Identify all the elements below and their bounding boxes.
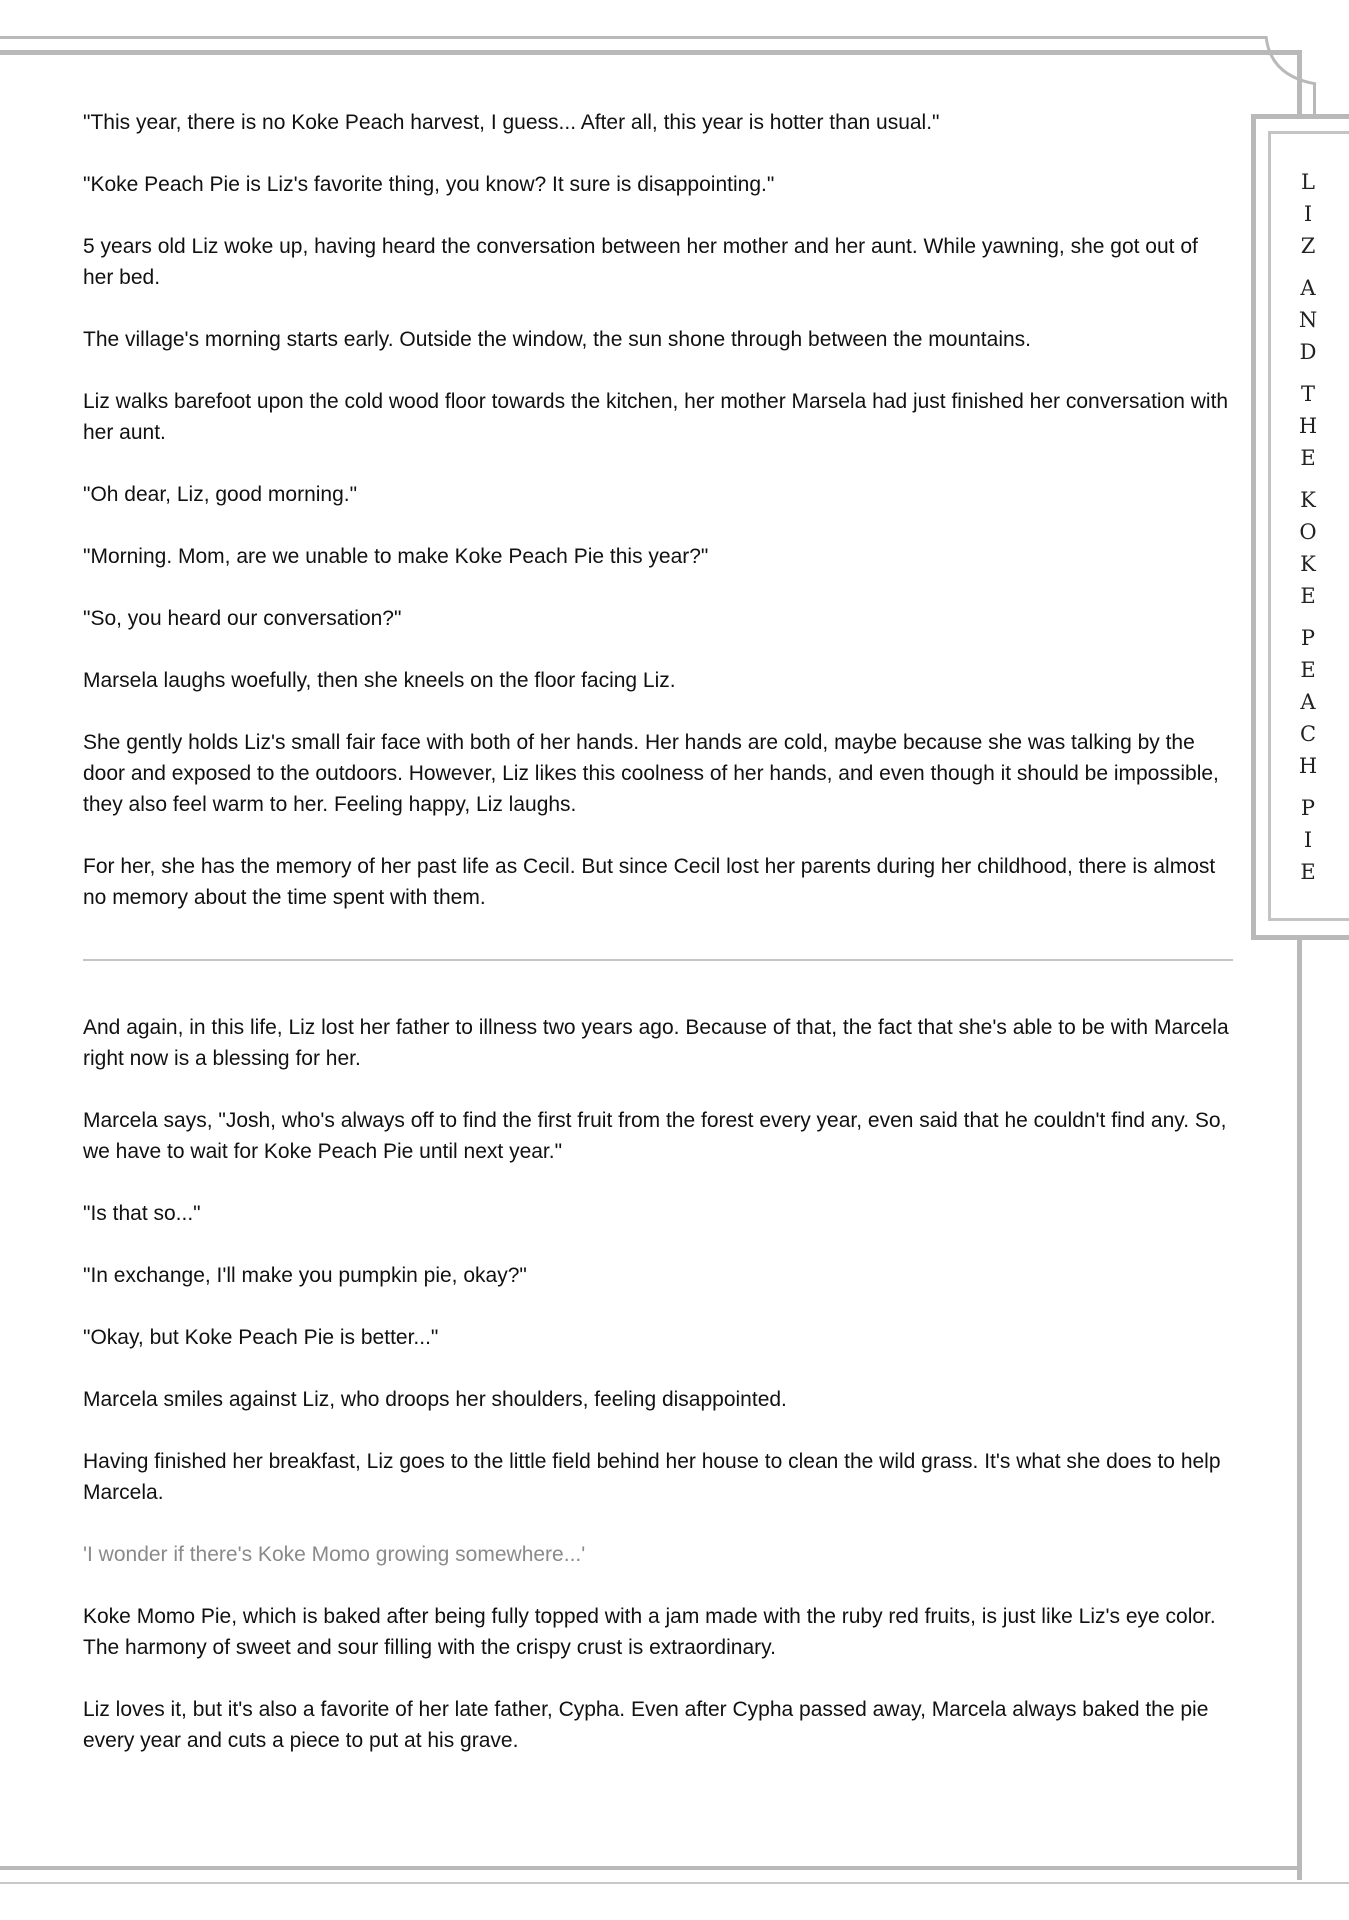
title-letter: E	[1300, 584, 1316, 608]
paragraph: Marcela says, "Josh, who's always off to find the first fruit from the forest every year, even said that he couldn't find any. So, we have to wait for Koke Peach Pie until next year."	[83, 1109, 1227, 1163]
title-letter: E	[1300, 446, 1316, 470]
text-section-2	[83, 1012, 1233, 1787]
title-word	[1268, 272, 1348, 368]
paragraph: For her, she has the memory of her past life as Cecil. But since Cecil lost her parents during her childhood, there is almost no memory about the time spent with them.	[83, 855, 1216, 909]
title-word	[1268, 484, 1348, 612]
title-letter: C	[1299, 722, 1317, 746]
paragraph: The village's morning starts early. Outside the window, the sun shone through between the mountains.	[83, 328, 1031, 351]
title-letter: K	[1300, 488, 1316, 512]
title-letter: P	[1300, 796, 1316, 820]
paragraph: Marsela laughs woefully, then she kneels on the floor facing Liz.	[83, 669, 676, 692]
title-letter: I	[1303, 828, 1313, 852]
paragraph: "Morning. Mom, are we unable to make Koke Peach Pie this year?"	[83, 545, 709, 568]
paragraph: "So, you heard our conversation?"	[83, 607, 402, 630]
paragraph: She gently holds Liz's small fair face with both of her hands. Her hands are cold, maybe because she was talking by the door and exposed to the outdoors. However, Liz likes this coolness of her hands, and even though it should be impossible, they also feel warm to her. Feeling happy, Liz laughs.	[83, 731, 1219, 816]
paragraph: And again, in this life, Liz lost her father to illness two years ago. Because of that, the fact that she's able to be with Marcela right now is a blessing for her.	[83, 1016, 1229, 1070]
frame-bottom-inner	[0, 1882, 1349, 1884]
paragraph: Liz walks barefoot upon the cold wood floor towards the kitchen, her mother Marsela had just finished her conversation with her aunt.	[83, 390, 1229, 444]
paragraph: "Oh dear, Liz, good morning."	[83, 483, 358, 506]
paragraph: 5 years old Liz woke up, having heard the conversation between her mother and her aunt. While yawning, she got out of her bed.	[83, 235, 1198, 289]
paragraph: Liz loves it, but it's also a favorite of her late father, Cypha. Even after Cypha passed away, Marcela always baked the pie every year and cuts a piece to put at his grave.	[83, 1698, 1209, 1752]
text-section-1	[83, 107, 1233, 944]
title-letter: H	[1298, 414, 1318, 438]
title-letter: N	[1298, 308, 1318, 332]
title-letter: H	[1298, 754, 1318, 778]
title-letter: I	[1303, 202, 1313, 226]
paragraph: Having finished her breakfast, Liz goes to the little field behind her house to clean the wild grass. It's what she does to help Marcela.	[83, 1450, 1221, 1504]
title-word	[1268, 166, 1348, 262]
title-letter: T	[1300, 382, 1315, 406]
paragraph: "In exchange, I'll make you pumpkin pie, okay?"	[83, 1264, 527, 1287]
paragraph: "Koke Peach Pie is Liz's favorite thing, you know? It sure is disappointing."	[83, 173, 775, 196]
title-letter: L	[1301, 170, 1315, 194]
frame-corner-curve	[1264, 36, 1320, 88]
title-word	[1268, 378, 1348, 474]
paragraph: "This year, there is no Koke Peach harvest, I guess... After all, this year is hotter than usual."	[83, 111, 940, 134]
frame-top-inner	[0, 50, 1300, 55]
paragraph: "Is that so..."	[83, 1202, 201, 1225]
title-letter: D	[1299, 340, 1317, 364]
title-letter: A	[1300, 690, 1316, 714]
paragraph: "Okay, but Koke Peach Pie is better..."	[83, 1326, 439, 1349]
title-word	[1268, 622, 1348, 782]
title-letter: K	[1300, 552, 1316, 576]
title-letter: O	[1299, 520, 1317, 544]
title-letter: A	[1300, 276, 1316, 300]
frame-bottom-outer	[0, 1866, 1302, 1870]
paragraph: Koke Momo Pie, which is baked after being fully topped with a jam made with the ruby red fruits, is just like Liz's eye color. The harmony of sweet and sour filling with the crispy crust is extraordinary.	[83, 1605, 1216, 1659]
title-letter: P	[1300, 626, 1316, 650]
thought-paragraph: 'I wonder if there's Koke Momo growing somewhere...'	[83, 1543, 586, 1566]
title-word	[1268, 792, 1348, 888]
vertical-title	[1268, 166, 1348, 898]
section-divider	[83, 959, 1233, 961]
title-letter: Z	[1300, 234, 1316, 258]
frame-top-outer	[0, 36, 1267, 39]
paragraph: Marcela smiles against Liz, who droops her shoulders, feeling disappointed.	[83, 1388, 787, 1411]
title-letter: E	[1300, 658, 1316, 682]
title-letter: E	[1300, 860, 1316, 884]
